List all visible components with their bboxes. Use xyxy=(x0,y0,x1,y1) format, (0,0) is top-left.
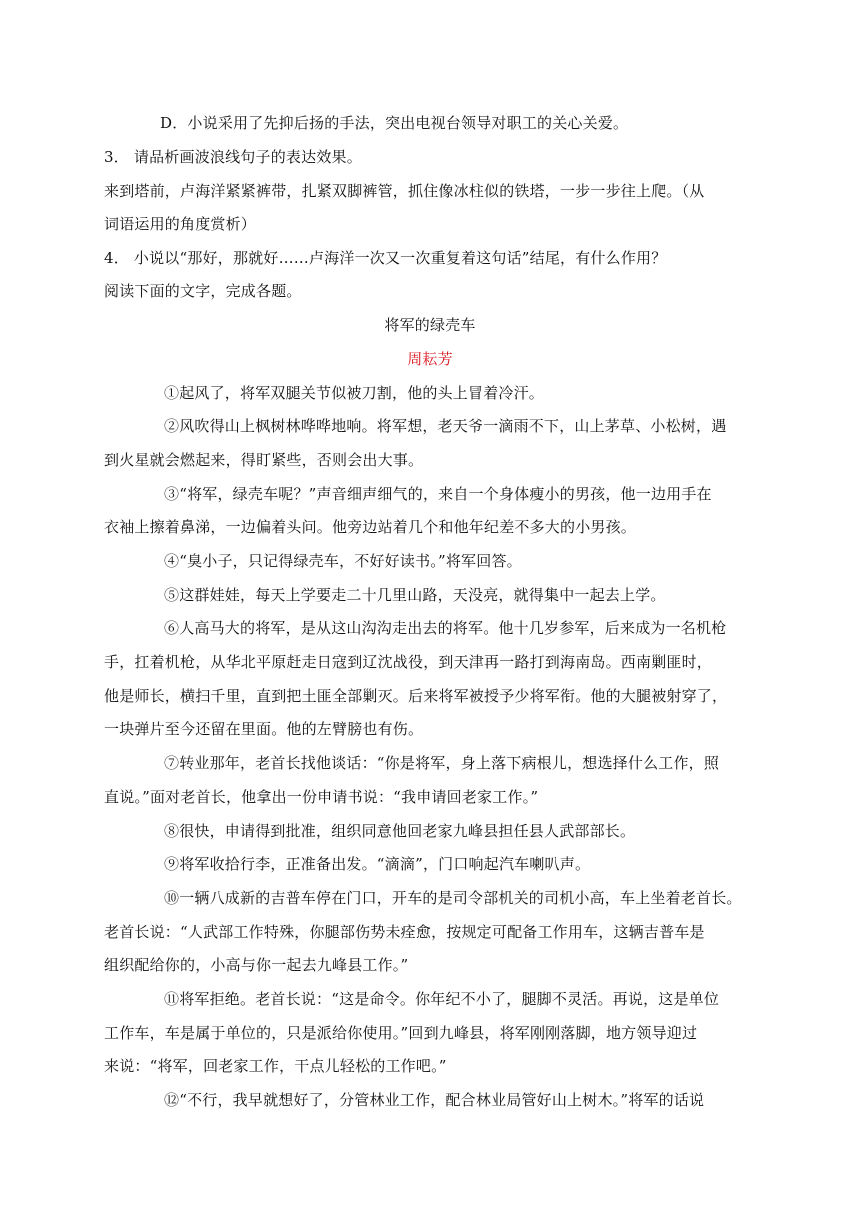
paragraph-line: ⑦转业那年，老首长找他谈话：“你是将军，身上落下病根儿，想选择什么工作，照 xyxy=(164,754,720,772)
paragraph-line: ⑥人高马大的将军，是从这山沟沟走出去的将军。他十几岁参军，后来成为一名机枪 xyxy=(164,619,727,637)
paragraph-line: ④“臭小子，只记得绿壳车，不好好读书。”将军回答。 xyxy=(164,552,522,570)
reading-instruction: 阅读下面的文字，完成各题。 xyxy=(104,282,302,300)
paragraph-line: ⑧很快，申请得到批准，组织同意他回老家九峰县担任县人武部部长。 xyxy=(164,822,636,840)
question-3-stem: 3． 请品析画波浪线句子的表达效果。 xyxy=(104,148,362,166)
paragraph-line: ⑪将军拒绝。老首长说：“这是命令。你年纪不小了，腿脚不灵活。再说，这是单位 xyxy=(164,990,720,1008)
question-4-stem: 4． 小说以“那好，那就好……卢海洋一次又一次重复着这句话”结尾，有什么作用？ xyxy=(104,249,667,267)
paragraph-line: 一块弹片至今还留在里面。他的左臂膀也有伤。 xyxy=(104,720,424,738)
paragraph-line: 直说。”面对老首长，他拿出一份申请书说：“我申请回老家工作。” xyxy=(104,788,539,806)
paragraph-line: 他是师长，横扫千里，直到把土匪全部剿灭。后来将军被授予少将军衔。他的大腿被射穿了， xyxy=(104,687,728,705)
paragraph-line: 到火星就会燃起来，得盯紧些，否则会出大事。 xyxy=(104,451,424,469)
question-3-quote-line-2: 词语运用的角度赏析） xyxy=(104,215,257,233)
paragraph-line: ①起风了，将军双腿关节似被刀割，他的头上冒着冷汗。 xyxy=(164,384,545,402)
paragraph-line: 老首长说：“人武部工作特殊，你腿部伤势未痊愈，按规定可配备工作用车，这辆吉普车是 xyxy=(104,923,705,941)
paragraph-line: ⑤这群娃娃，每天上学要走二十几里山路，天没亮，就得集中一起去上学。 xyxy=(164,586,666,604)
paragraph-line: ②风吹得山上枫树林哗哗地响。将军想，老天爷一滴雨不下，山上茅草、小松树，遇 xyxy=(164,417,727,435)
paragraph-line: ⑨将军收拾行李，正准备出发。“滴滴”，门口响起汽车喇叭声。 xyxy=(164,855,591,873)
paragraph-line: 组织配给你的，小高与你一起去九峰县工作。” xyxy=(104,956,409,974)
question-3-quote-line-1: 来到塔前，卢海洋紧紧裤带，扎紧双脚裤管，抓住像冰柱似的铁塔，一步一步往上爬。（从 xyxy=(104,182,705,200)
paragraph-line: 手，扛着机枪，从华北平原赶走日寇到辽沈战役，到天津再一路打到海南岛。西南剿匪时， xyxy=(104,653,713,671)
paragraph-line: 来说：“将军，回老家工作，干点儿轻松的工作吧。” xyxy=(104,1057,447,1075)
article-title: 将军的绿壳车 xyxy=(384,316,476,334)
paragraph-line: 衣袖上擦着鼻涕，一边偏着头问。他旁边站着几个和他年纪差不多大的小男孩。 xyxy=(104,518,637,536)
paragraph-line: ⑩一辆八成新的吉普车停在门口，开车的是司令部机关的司机小高，车上坐着老首长。 xyxy=(164,889,742,907)
article-author: 周耘芳 xyxy=(407,350,453,368)
paragraph-line: 工作车，车是属于单位的，只是派给你使用。”回到九峰县，将军刚刚落脚，地方领导迎过 xyxy=(104,1024,698,1042)
paragraph-line: ⑫“不行，我早就想好了，分管林业工作，配合林业局管好山上树木。”将军的话说 xyxy=(164,1091,705,1109)
option-d: D．小说采用了先抑后扬的手法，突出电视台领导对职工的关心关爱。 xyxy=(160,114,629,132)
paragraph-line: ③“将军，绿壳车呢？”声音细声细气的，来自一个身体瘦小的男孩，他一边用手在 xyxy=(164,485,712,503)
